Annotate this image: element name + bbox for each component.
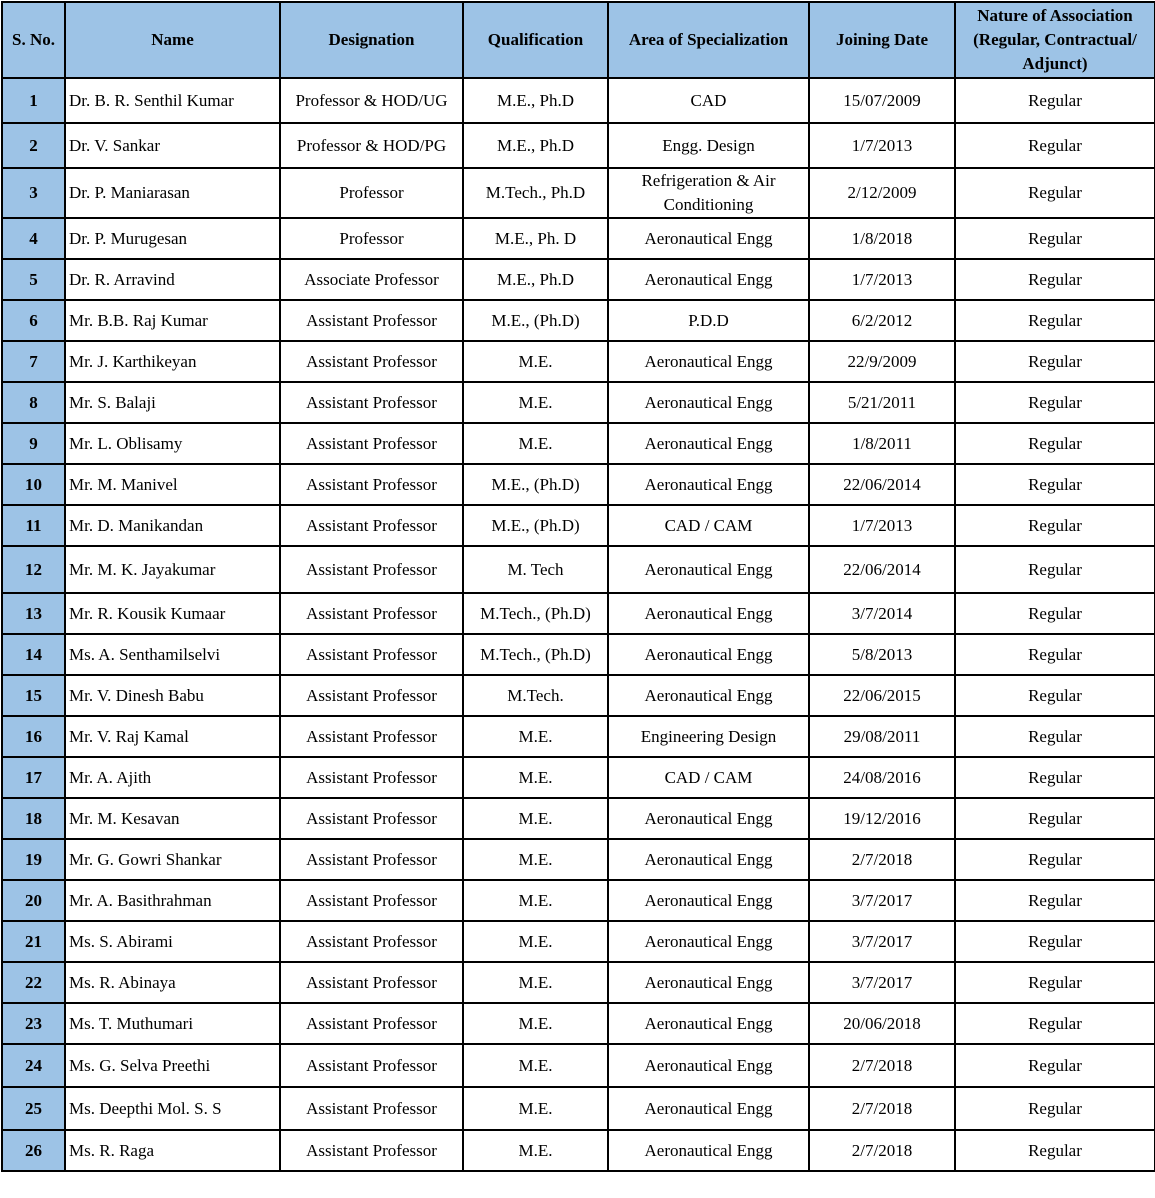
cell-joining: 1/7/2013 [809, 505, 955, 546]
cell-sno: 17 [2, 757, 65, 798]
cell-qualification: M.E. [463, 798, 608, 839]
cell-specialization: Aeronautical Engg [608, 593, 809, 634]
cell-name: Ms. S. Abirami [65, 921, 280, 962]
cell-joining: 1/8/2018 [809, 218, 955, 259]
cell-specialization: Aeronautical Engg [608, 921, 809, 962]
table-row [2, 300, 1155, 341]
cell-name: Mr. B.B. Raj Kumar [65, 300, 280, 341]
cell-designation: Assistant Professor [280, 962, 463, 1003]
table-row [2, 123, 1155, 168]
cell-name: Ms. Deepthi Mol. S. S [65, 1087, 280, 1130]
cell-name: Mr. R. Kousik Kumaar [65, 593, 280, 634]
cell-sno: 13 [2, 593, 65, 634]
cell-name: Mr. L. Oblisamy [65, 423, 280, 464]
cell-joining: 1/7/2013 [809, 259, 955, 300]
cell-joining: 1/7/2013 [809, 123, 955, 168]
cell-nature: Regular [955, 423, 1155, 464]
cell-designation: Assistant Professor [280, 839, 463, 880]
cell-designation: Assistant Professor [280, 634, 463, 675]
cell-nature: Regular [955, 593, 1155, 634]
cell-designation: Associate Professor [280, 259, 463, 300]
cell-nature: Regular [955, 505, 1155, 546]
cell-specialization: CAD [608, 78, 809, 123]
cell-designation: Assistant Professor [280, 757, 463, 798]
cell-specialization: Engg. Design [608, 123, 809, 168]
table-row [2, 464, 1155, 505]
cell-designation: Professor [280, 218, 463, 259]
cell-sno: 21 [2, 921, 65, 962]
cell-nature: Regular [955, 78, 1155, 123]
cell-nature: Regular [955, 300, 1155, 341]
cell-specialization: Engineering Design [608, 716, 809, 757]
cell-name: Mr. V. Raj Kamal [65, 716, 280, 757]
cell-sno: 15 [2, 675, 65, 716]
header-row [2, 2, 1155, 78]
cell-name: Dr. R. Arravind [65, 259, 280, 300]
cell-sno: 26 [2, 1130, 65, 1171]
cell-joining: 3/7/2017 [809, 880, 955, 921]
cell-sno: 24 [2, 1044, 65, 1087]
table-row [2, 880, 1155, 921]
cell-specialization: Aeronautical Engg [608, 464, 809, 505]
cell-sno: 1 [2, 78, 65, 123]
cell-sno: 7 [2, 341, 65, 382]
header-name: Name [65, 2, 280, 78]
cell-nature: Regular [955, 839, 1155, 880]
cell-sno: 18 [2, 798, 65, 839]
cell-specialization: CAD / CAM [608, 505, 809, 546]
cell-designation: Assistant Professor [280, 300, 463, 341]
table-row [2, 546, 1155, 593]
table-row [2, 921, 1155, 962]
cell-joining: 19/12/2016 [809, 798, 955, 839]
cell-joining: 3/7/2017 [809, 962, 955, 1003]
cell-name: Ms. G. Selva Preethi [65, 1044, 280, 1087]
cell-nature: Regular [955, 464, 1155, 505]
cell-joining: 22/9/2009 [809, 341, 955, 382]
cell-name: Ms. T. Muthumari [65, 1003, 280, 1044]
cell-nature: Regular [955, 382, 1155, 423]
table-row [2, 259, 1155, 300]
cell-nature: Regular [955, 1003, 1155, 1044]
cell-designation: Assistant Professor [280, 593, 463, 634]
cell-qualification: M.E. [463, 341, 608, 382]
table-row [2, 1130, 1155, 1171]
cell-sno: 5 [2, 259, 65, 300]
cell-specialization: Aeronautical Engg [608, 1003, 809, 1044]
table-row [2, 382, 1155, 423]
cell-designation: Assistant Professor [280, 921, 463, 962]
cell-designation: Assistant Professor [280, 716, 463, 757]
cell-designation: Assistant Professor [280, 1003, 463, 1044]
table-row [2, 839, 1155, 880]
cell-specialization: Aeronautical Engg [608, 962, 809, 1003]
cell-joining: 3/7/2017 [809, 921, 955, 962]
cell-designation: Assistant Professor [280, 505, 463, 546]
cell-qualification: M.E. [463, 839, 608, 880]
cell-qualification: M.E., Ph.D [463, 78, 608, 123]
cell-joining: 2/7/2018 [809, 1130, 955, 1171]
cell-joining: 5/21/2011 [809, 382, 955, 423]
cell-nature: Regular [955, 921, 1155, 962]
table-row [2, 1044, 1155, 1087]
faculty-table [1, 1, 1155, 1172]
cell-nature: Regular [955, 798, 1155, 839]
cell-sno: 14 [2, 634, 65, 675]
cell-name: Mr. A. Basithrahman [65, 880, 280, 921]
table-row [2, 798, 1155, 839]
cell-qualification: M.E. [463, 1087, 608, 1130]
cell-sno: 19 [2, 839, 65, 880]
cell-qualification: M.E. [463, 962, 608, 1003]
table-row [2, 505, 1155, 546]
cell-name: Dr. P. Murugesan [65, 218, 280, 259]
cell-designation: Assistant Professor [280, 1087, 463, 1130]
cell-specialization: Aeronautical Engg [608, 1044, 809, 1087]
cell-nature: Regular [955, 757, 1155, 798]
cell-joining: 22/06/2014 [809, 546, 955, 593]
cell-designation: Assistant Professor [280, 675, 463, 716]
cell-name: Ms. R. Raga [65, 1130, 280, 1171]
cell-nature: Regular [955, 259, 1155, 300]
table-row [2, 218, 1155, 259]
cell-sno: 12 [2, 546, 65, 593]
cell-specialization: Aeronautical Engg [608, 218, 809, 259]
cell-sno: 23 [2, 1003, 65, 1044]
cell-designation: Assistant Professor [280, 464, 463, 505]
cell-qualification: M.E. [463, 880, 608, 921]
cell-qualification: M.E., (Ph.D) [463, 464, 608, 505]
cell-nature: Regular [955, 880, 1155, 921]
cell-qualification: M.E. [463, 382, 608, 423]
cell-nature: Regular [955, 341, 1155, 382]
cell-sno: 11 [2, 505, 65, 546]
table-row [2, 341, 1155, 382]
cell-specialization: Aeronautical Engg [608, 382, 809, 423]
cell-nature: Regular [955, 218, 1155, 259]
cell-joining: 2/12/2009 [809, 168, 955, 218]
cell-specialization: P.D.D [608, 300, 809, 341]
cell-specialization: Aeronautical Engg [608, 259, 809, 300]
cell-sno: 9 [2, 423, 65, 464]
cell-joining: 29/08/2011 [809, 716, 955, 757]
cell-sno: 2 [2, 123, 65, 168]
cell-qualification: M.E. [463, 1003, 608, 1044]
cell-sno: 10 [2, 464, 65, 505]
header-joining-date: Joining Date [809, 2, 955, 78]
cell-qualification: M.E. [463, 1130, 608, 1171]
cell-designation: Professor & HOD/PG [280, 123, 463, 168]
cell-sno: 3 [2, 168, 65, 218]
cell-joining: 3/7/2014 [809, 593, 955, 634]
cell-joining: 22/06/2015 [809, 675, 955, 716]
cell-sno: 6 [2, 300, 65, 341]
cell-name: Dr. P. Maniarasan [65, 168, 280, 218]
cell-designation: Assistant Professor [280, 341, 463, 382]
cell-designation: Professor [280, 168, 463, 218]
table-row [2, 1003, 1155, 1044]
table-row [2, 593, 1155, 634]
table-row [2, 1087, 1155, 1130]
cell-nature: Regular [955, 716, 1155, 757]
table-row [2, 78, 1155, 123]
cell-sno: 8 [2, 382, 65, 423]
cell-qualification: M.Tech., (Ph.D) [463, 593, 608, 634]
cell-qualification: M.E. [463, 716, 608, 757]
cell-nature: Regular [955, 1130, 1155, 1171]
cell-name: Mr. G. Gowri Shankar [65, 839, 280, 880]
cell-qualification: M. Tech [463, 546, 608, 593]
cell-qualification: M.E., Ph.D [463, 259, 608, 300]
cell-joining: 6/2/2012 [809, 300, 955, 341]
cell-designation: Assistant Professor [280, 1044, 463, 1087]
header-qualification: Qualification [463, 2, 608, 78]
cell-qualification: M.E. [463, 757, 608, 798]
cell-specialization: Aeronautical Engg [608, 1130, 809, 1171]
cell-specialization: Aeronautical Engg [608, 546, 809, 593]
cell-nature: Regular [955, 123, 1155, 168]
cell-qualification: M.E., (Ph.D) [463, 300, 608, 341]
cell-nature: Regular [955, 675, 1155, 716]
cell-qualification: M.Tech., Ph.D [463, 168, 608, 218]
cell-specialization: Aeronautical Engg [608, 675, 809, 716]
cell-specialization: Aeronautical Engg [608, 634, 809, 675]
cell-qualification: M.Tech., (Ph.D) [463, 634, 608, 675]
header-specialization: Area of Specialization [608, 2, 809, 78]
table-row [2, 675, 1155, 716]
cell-name: Mr. M. Kesavan [65, 798, 280, 839]
cell-joining: 5/8/2013 [809, 634, 955, 675]
cell-name: Mr. D. Manikandan [65, 505, 280, 546]
cell-nature: Regular [955, 546, 1155, 593]
cell-nature: Regular [955, 1087, 1155, 1130]
cell-designation: Assistant Professor [280, 382, 463, 423]
cell-designation: Assistant Professor [280, 1130, 463, 1171]
cell-specialization: Aeronautical Engg [608, 1087, 809, 1130]
cell-name: Dr. B. R. Senthil Kumar [65, 78, 280, 123]
cell-qualification: M.E., Ph.D [463, 123, 608, 168]
cell-joining: 22/06/2014 [809, 464, 955, 505]
cell-specialization: Aeronautical Engg [608, 341, 809, 382]
cell-qualification: M.E. [463, 1044, 608, 1087]
cell-sno: 16 [2, 716, 65, 757]
cell-sno: 25 [2, 1087, 65, 1130]
cell-specialization: Aeronautical Engg [608, 880, 809, 921]
header-designation: Designation [280, 2, 463, 78]
cell-qualification: M.E. [463, 921, 608, 962]
cell-name: Mr. A. Ajith [65, 757, 280, 798]
cell-name: Mr. M. Manivel [65, 464, 280, 505]
cell-name: Ms. A. Senthamilselvi [65, 634, 280, 675]
cell-joining: 20/06/2018 [809, 1003, 955, 1044]
cell-nature: Regular [955, 1044, 1155, 1087]
table-row [2, 962, 1155, 1003]
table-row [2, 423, 1155, 464]
cell-name: Mr. M. K. Jayakumar [65, 546, 280, 593]
cell-sno: 22 [2, 962, 65, 1003]
cell-qualification: M.E., (Ph.D) [463, 505, 608, 546]
cell-sno: 20 [2, 880, 65, 921]
cell-name: Dr. V. Sankar [65, 123, 280, 168]
cell-joining: 24/08/2016 [809, 757, 955, 798]
cell-designation: Assistant Professor [280, 798, 463, 839]
cell-name: Mr. J. Karthikeyan [65, 341, 280, 382]
table-row [2, 168, 1155, 218]
cell-name: Ms. R. Abinaya [65, 962, 280, 1003]
cell-specialization: Aeronautical Engg [608, 423, 809, 464]
cell-designation: Assistant Professor [280, 546, 463, 593]
cell-name: Mr. V. Dinesh Babu [65, 675, 280, 716]
cell-specialization: Aeronautical Engg [608, 839, 809, 880]
cell-joining: 2/7/2018 [809, 1087, 955, 1130]
table-row [2, 716, 1155, 757]
cell-joining: 1/8/2011 [809, 423, 955, 464]
cell-specialization: CAD / CAM [608, 757, 809, 798]
cell-name: Mr. S. Balaji [65, 382, 280, 423]
header-nature-of-association: Nature of Association (Regular, Contractual/ Adjunct) [955, 2, 1155, 78]
cell-joining: 15/07/2009 [809, 78, 955, 123]
cell-qualification: M.Tech. [463, 675, 608, 716]
cell-designation: Assistant Professor [280, 880, 463, 921]
cell-specialization: Aeronautical Engg [608, 798, 809, 839]
cell-joining: 2/7/2018 [809, 1044, 955, 1087]
cell-nature: Regular [955, 168, 1155, 218]
cell-joining: 2/7/2018 [809, 839, 955, 880]
table-row [2, 757, 1155, 798]
header-sno: S. No. [2, 2, 65, 78]
cell-specialization: Refrigeration & Air Conditioning [608, 168, 809, 218]
cell-designation: Assistant Professor [280, 423, 463, 464]
cell-qualification: M.E., Ph. D [463, 218, 608, 259]
table-row [2, 634, 1155, 675]
cell-designation: Professor & HOD/UG [280, 78, 463, 123]
cell-nature: Regular [955, 634, 1155, 675]
cell-nature: Regular [955, 962, 1155, 1003]
cell-qualification: M.E. [463, 423, 608, 464]
cell-sno: 4 [2, 218, 65, 259]
